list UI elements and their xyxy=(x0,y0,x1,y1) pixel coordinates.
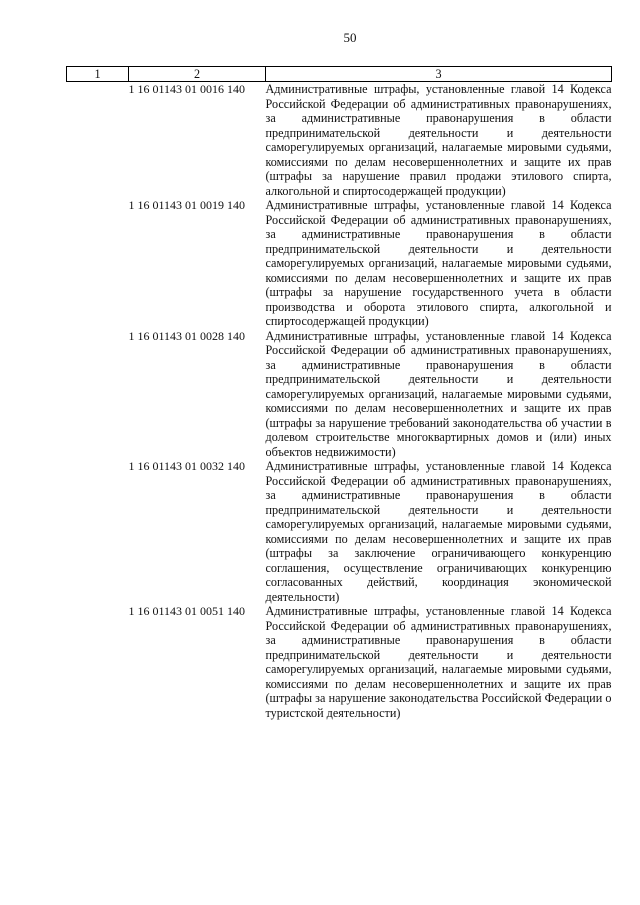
code-description: Административные штрафы, установленные главой 14 Кодекса Российской Федерации об административных правонарушениях, за административные правонарушения в области предпринимательской деятельности и деятельности саморегулируемых организаций, налагаемые мировыми судьями, комиссиями по делам несовершеннолетних и защите их прав (штрафы за нарушение правил продажи этилового спирта, алкогольной и спиртосодержащей продукции) xyxy=(265,82,612,198)
code-description: Административные штрафы, установленные главой 14 Кодекса Российской Федерации об административных правонарушениях, за административные правонарушения в области предпринимательской деятельности и деятельности саморегулируемых организаций, налагаемые мировыми судьями, комиссиями по делам несовершеннолетних и защите их прав (штрафы за нарушение требований законодательства об участии в долевом строительстве многоквартирных домов и (или) иных объектов недвижимости) xyxy=(265,328,612,459)
table-row xyxy=(67,329,612,460)
budget-code: 1 16 01143 01 0016 140 xyxy=(128,82,246,96)
budget-code: 1 16 01143 01 0028 140 xyxy=(128,328,246,343)
page-number: 50 xyxy=(343,30,357,45)
column-header-1: 1 xyxy=(67,67,129,82)
code-description: Административные штрафы, установленные главой 14 Кодекса Российской Федерации об административных правонарушениях, за административные правонарушения в области предпринимательской деятельности и деятельности саморегулируемых организаций, налагаемые мировыми судьями, комиссиями по делам несовершеннолетних и защите их прав (штрафы за заключение ограничивающего конкуренцию соглашения, осуществление ограничивающих конкуренцию согласованных действий, координация экономической деятельности) xyxy=(265,459,612,604)
budget-codes-table xyxy=(66,66,612,720)
row-number-cell xyxy=(67,82,129,199)
table-row xyxy=(67,82,612,199)
row-number-cell xyxy=(67,329,129,460)
code-description: Административные штрафы, установленные главой 14 Кодекса Российской Федерации об административных правонарушениях, за административные правонарушения в области предпринимательской деятельности и деятельности саморегулируемых организаций, налагаемые мировыми судьями, комиссиями по делам несовершеннолетних и защите их прав (штрафы за нарушение государственного учета в области производства и оборота этилового спирта, алкогольной и спиртосодержащей продукции) xyxy=(265,198,612,328)
column-header-2: 2 xyxy=(129,67,266,82)
budget-code: 1 16 01143 01 0051 140 xyxy=(128,604,246,618)
budget-code: 1 16 01143 01 0019 140 xyxy=(128,198,246,212)
table-row xyxy=(67,604,612,720)
row-number-cell xyxy=(67,604,129,720)
code-description: Административные штрафы, установленные главой 14 Кодекса Российской Федерации об административных правонарушениях, за административные правонарушения в области предпринимательской деятельности и деятельности саморегулируемых организаций, налагаемые мировыми судьями, комиссиями по делам несовершеннолетних и защите их прав (штрафы за нарушение законодательства Российской Федерации о туристской деятельности) xyxy=(265,604,612,720)
budget-code: 1 16 01143 01 0032 140 xyxy=(128,459,246,473)
column-header-3: 3 xyxy=(266,67,612,82)
table-row xyxy=(67,198,612,329)
table-header-row xyxy=(67,67,612,82)
table-row xyxy=(67,459,612,604)
row-number-cell xyxy=(67,198,129,329)
row-number-cell xyxy=(67,459,129,604)
